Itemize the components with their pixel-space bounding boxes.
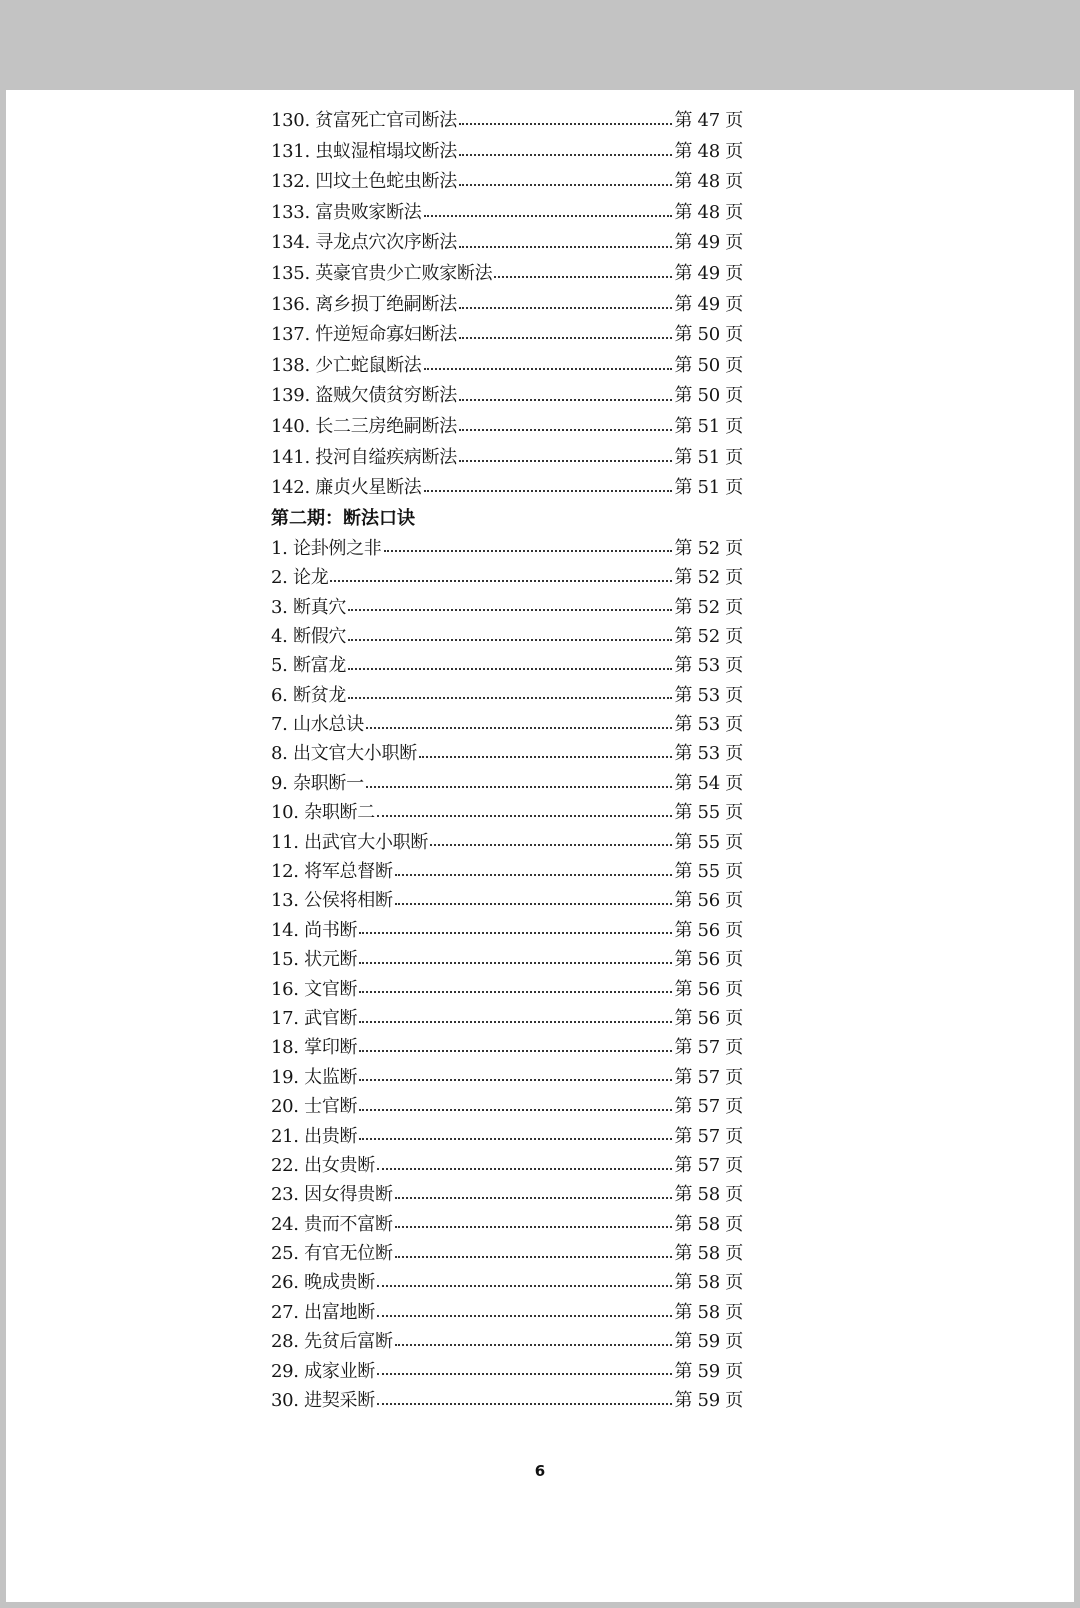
toc-entry-page: 第 56 页 [674,890,743,912]
dot-leader [459,123,673,125]
dot-leader [377,1285,672,1287]
table-of-contents [271,106,743,1415]
toc-entry-page: 第 57 页 [674,1066,743,1088]
dot-leader [348,609,672,611]
toc-entry [271,769,743,798]
toc-entry [271,381,743,412]
dot-leader [459,460,673,462]
toc-entry-title: 139. 盗贼欠债贫穷断法 [271,385,457,407]
toc-entry [271,593,743,622]
dot-leader [424,368,673,370]
toc-entry-title: 21. 出贵断 [271,1125,358,1147]
toc-entry-title: 19. 太监断 [271,1066,358,1088]
toc-entry-page: 第 55 页 [674,831,743,853]
toc-entry [271,651,743,680]
toc-entry-page: 第 50 页 [674,354,743,376]
toc-entry [271,1386,743,1415]
toc-entry-page: 第 59 页 [674,1331,743,1353]
toc-entry-page: 第 53 页 [674,743,743,765]
toc-entry [271,1298,743,1327]
toc-entry-page: 第 52 页 [674,567,743,589]
section-heading: 第二期：断法口诀 [271,507,415,529]
toc-entry-page: 第 56 页 [674,978,743,1000]
dot-leader [459,399,673,401]
dot-leader [494,276,672,278]
toc-entry-title: 27. 出富地断 [271,1301,375,1323]
toc-entry-title: 28. 先贫后富断 [271,1331,393,1353]
toc-entry [271,1122,743,1151]
toc-entry-title: 11. 出武官大小职断 [271,831,429,853]
dot-leader [330,580,672,582]
toc-entry-page: 第 58 页 [674,1301,743,1323]
dot-leader [377,1168,672,1170]
dot-leader [377,1315,672,1317]
toc-entry [271,1092,743,1121]
toc-entry-title: 141. 投河自缢疾病断法 [271,446,457,468]
toc-entry-title: 26. 晚成贵断 [271,1272,375,1294]
dot-leader [377,815,672,817]
toc-entry-page: 第 56 页 [674,919,743,941]
toc-entry-title: 29. 成家业断 [271,1360,375,1382]
page-number: 6 [534,1462,546,1480]
toc-entry [271,739,743,768]
dot-leader [459,429,673,431]
toc-entry-title: 12. 将军总督断 [271,861,393,883]
toc-entry [271,228,743,259]
toc-entry [271,1063,743,1092]
toc-entry-page: 第 57 页 [674,1125,743,1147]
toc-entry [271,106,743,137]
toc-entry-title: 9. 杂职断一 [271,772,364,794]
toc-entry-page: 第 53 页 [674,655,743,677]
toc-entry-title: 131. 虫蚁湿棺塌坟断法 [271,140,457,162]
dot-leader [359,962,672,964]
dot-leader [419,756,673,758]
toc-entry-page: 第 48 页 [674,140,743,162]
toc-entry [271,412,743,443]
dot-leader [459,154,673,156]
toc-entry-title: 132. 凹坟土色蛇虫断法 [271,171,457,193]
toc-entry-title: 133. 富贵败家断法 [271,201,422,223]
toc-entry [271,1268,743,1297]
toc-entry-title: 17. 武官断 [271,1007,358,1029]
toc-entry-page: 第 49 页 [674,262,743,284]
dot-leader [359,1079,672,1081]
toc-entry-page: 第 55 页 [674,861,743,883]
dot-leader [348,697,672,699]
toc-entry-page: 第 52 页 [674,596,743,618]
toc-entry-page: 第 49 页 [674,293,743,315]
toc-entry [271,945,743,974]
toc-entry [271,857,743,886]
dot-leader [348,668,672,670]
document-page [6,90,1074,1602]
toc-entry-page: 第 58 页 [674,1243,743,1265]
toc-entry-page: 第 58 页 [674,1184,743,1206]
toc-entry-title: 137. 忤逆短命寡妇断法 [271,324,457,346]
toc-entry-page: 第 50 页 [674,324,743,346]
dot-leader [459,337,673,339]
dot-leader [395,903,673,905]
dot-leader [359,1138,672,1140]
toc-entry-title: 134. 寻龙点穴次序断法 [271,232,457,254]
dot-leader [395,874,673,876]
toc-entry-page: 第 52 页 [674,537,743,559]
toc-entry [271,1180,743,1209]
toc-entry-title: 142. 廉贞火星断法 [271,477,422,499]
toc-entry-title: 24. 贵而不富断 [271,1213,393,1235]
dot-leader [424,490,673,492]
toc-entry-page: 第 51 页 [674,477,743,499]
toc-entry-title: 3. 断真穴 [271,596,347,618]
dot-leader [459,246,673,248]
toc-entry-page: 第 56 页 [674,1007,743,1029]
toc-entry-title: 135. 英豪官贵少亡败家断法 [271,262,493,284]
toc-entry-page: 第 53 页 [674,684,743,706]
toc-entry-title: 16. 文官断 [271,978,358,1000]
toc-entry-title: 22. 出女贵断 [271,1154,375,1176]
toc-entry [271,259,743,290]
toc-entry-title: 15. 状元断 [271,949,358,971]
toc-entry [271,622,743,651]
toc-entry-title: 130. 贫富死亡官司断法 [271,110,457,131]
toc-entry-page: 第 56 页 [674,949,743,971]
toc-entry-page: 第 54 页 [674,772,743,794]
dot-leader [459,184,673,186]
toc-entry-page: 第 59 页 [674,1360,743,1382]
dot-leader [424,215,673,217]
toc-entry-page: 第 58 页 [674,1272,743,1294]
toc-entry-title: 7. 山水总诀 [271,714,364,736]
toc-entry [271,1004,743,1033]
toc-entry-page: 第 49 页 [674,232,743,254]
toc-entry [271,1327,743,1356]
dot-leader [359,932,672,934]
toc-entry-page: 第 48 页 [674,171,743,193]
dot-leader [359,1050,672,1052]
toc-entry [271,1239,743,1268]
toc-entry-page: 第 48 页 [674,201,743,223]
dot-leader [395,1197,673,1199]
toc-entry-title: 138. 少亡蛇鼠断法 [271,354,422,376]
toc-entry-title: 18. 掌印断 [271,1037,358,1059]
toc-entry [271,1210,743,1239]
toc-entry [271,1151,743,1180]
toc-entry-title: 8. 出文官大小职断 [271,743,417,765]
toc-entry [271,563,743,592]
toc-entry-page: 第 58 页 [674,1213,743,1235]
toc-entry [271,710,743,739]
toc-entry [271,320,743,351]
toc-entry [271,290,743,321]
toc-entry-title: 10. 杂职断二 [271,802,375,824]
dot-leader [430,844,672,846]
toc-entry-page: 第 59 页 [674,1390,743,1412]
dot-leader [366,727,673,729]
toc-entry-page: 第 57 页 [674,1154,743,1176]
toc-entry-page: 第 51 页 [674,446,743,468]
toc-entry-title: 4. 断假穴 [271,625,347,647]
toc-entry-title: 30. 进契采断 [271,1390,375,1412]
toc-entry-title: 14. 尚书断 [271,919,358,941]
toc-entry-title: 6. 断贫龙 [271,684,347,706]
toc-entry [271,137,743,168]
toc-entry-page: 第 57 页 [674,1037,743,1059]
toc-entry [271,798,743,827]
toc-entry-page: 第 51 页 [674,415,743,437]
toc-entry [271,1357,743,1386]
toc-entry-title: 13. 公侯将相断 [271,890,393,912]
toc-entry-page: 第 47 页 [674,110,743,131]
toc-entry-page: 第 55 页 [674,802,743,824]
toc-entry [271,1033,743,1062]
dot-leader [395,1344,673,1346]
toc-entry-page: 第 57 页 [674,1096,743,1118]
dot-leader [384,550,673,552]
toc-entry-title: 1. 论卦例之非 [271,537,382,559]
dot-leader [359,991,672,993]
toc-entry [271,886,743,915]
toc-entry [271,198,743,229]
toc-entry [271,916,743,945]
toc-entry [271,534,743,563]
toc-entry [271,443,743,474]
toc-entry-page: 第 52 页 [674,625,743,647]
dot-leader [377,1403,672,1405]
dot-leader [395,1226,673,1228]
toc-entry-title: 5. 断富龙 [271,655,347,677]
toc-entry [271,828,743,857]
toc-entry [271,681,743,710]
dot-leader [459,307,673,309]
toc-entry-title: 25. 有官无位断 [271,1243,393,1265]
toc-entry [271,351,743,382]
dot-leader [359,1021,672,1023]
toc-entry-title: 136. 离乡损丁绝嗣断法 [271,293,457,315]
toc-entry-page: 第 53 页 [674,714,743,736]
toc-entry-page: 第 50 页 [674,385,743,407]
dot-leader [395,1256,673,1258]
toc-entry [271,473,743,504]
toc-entry [271,975,743,1004]
toc-entry [271,167,743,198]
toc-entry-title: 20. 士官断 [271,1096,358,1118]
dot-leader [366,786,673,788]
toc-entry-title: 23. 因女得贵断 [271,1184,393,1206]
dot-leader [359,1109,672,1111]
dot-leader [377,1373,672,1375]
dot-leader [348,639,672,641]
toc-entry-title: 2. 论龙 [271,567,329,589]
toc-entry-title: 140. 长二三房绝嗣断法 [271,415,457,437]
